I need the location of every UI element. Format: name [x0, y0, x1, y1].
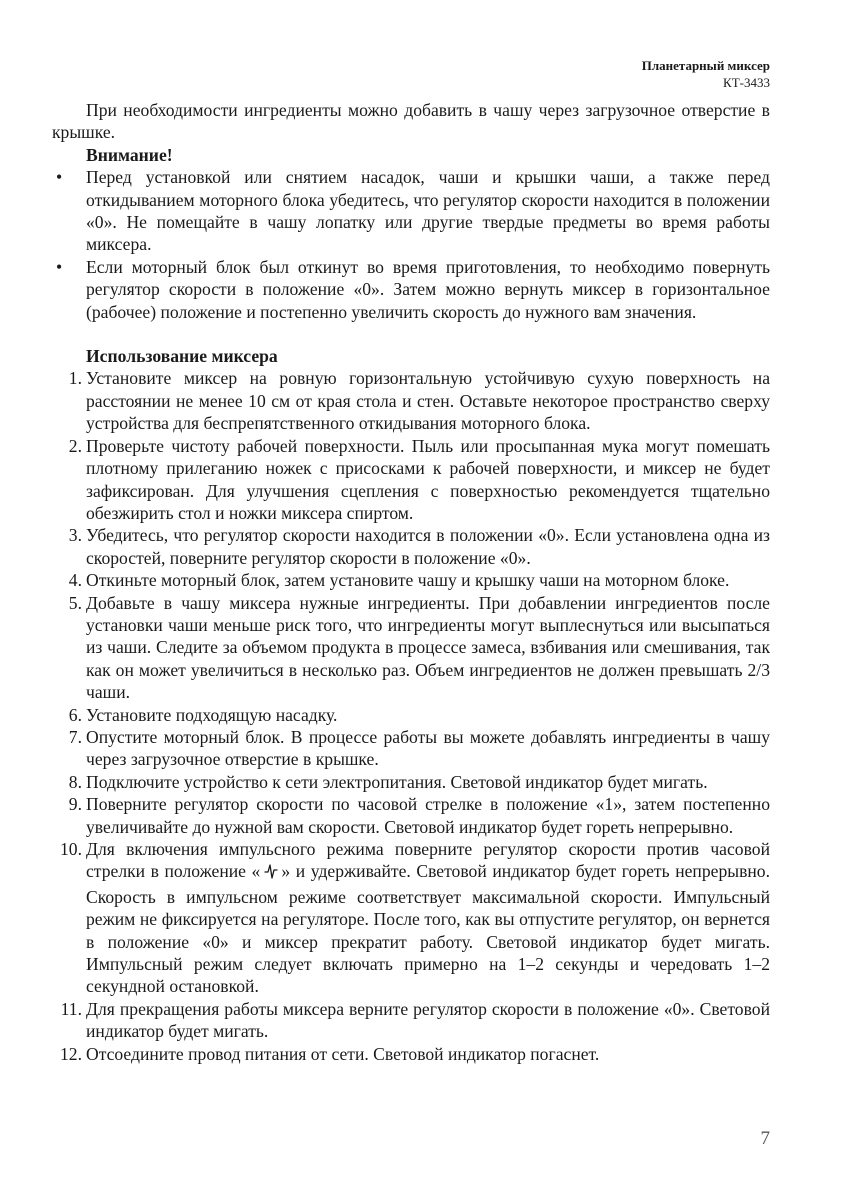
step-item — [52, 998, 770, 1043]
step-text: Убедитесь, что регулятор скорости находится в положении «0». Если установлена одна из скоростей, поверните регулятор скорости в положение «0». — [86, 525, 770, 568]
warning-item — [52, 256, 770, 323]
step-number: 5. — [68, 592, 82, 613]
step-text: Откиньте моторный блок, затем установите чашу и крышку чаши на моторном блоке. — [86, 570, 730, 591]
step-text: Добавьте в чашу миксера нужные ингредиенты. При добавлении ингредиентов после установки чаши меньше риск того, что ингредиенты могут выплеснуться или высыпаться из чаши. Следите за объемом продукта в процессе замеса, взбивания или смешивания, так как он может увеличиться в несколько раз. Объем ингредиентов не должен превышать 2/3 чаши. — [86, 592, 770, 703]
step-text-before: Для включения импульсного режима поверните регулятор скорости против часовой стрелки в положение « — [86, 839, 770, 882]
step-item — [52, 726, 770, 771]
step-item — [52, 524, 770, 569]
step-number: 10. — [60, 839, 82, 859]
usage-steps — [52, 367, 770, 1065]
step-item — [52, 435, 770, 525]
step-text: Для прекращения работы миксера верните регулятор скорости в положение «0». Световой индикатор будет мигать. — [86, 998, 770, 1042]
intro-paragraph: При необходимости ингредиенты можно добавить в чашу через загрузочное отверстие в крышке. — [52, 100, 770, 143]
pulse-icon — [264, 862, 278, 885]
step-item — [52, 838, 770, 998]
bullet-mark: • — [56, 167, 63, 188]
step-number: 11. — [60, 998, 82, 1019]
page-number: 7 — [760, 1128, 770, 1149]
step-number: 1. — [68, 368, 82, 389]
step-number: 6. — [68, 704, 82, 725]
step-text: Установите подходящую насадку. — [86, 704, 338, 725]
bullet-mark: • — [56, 256, 63, 277]
warning-item-text: Если моторный блок был откинут во время приготовления, то необходимо повернуть регулятор скорости в положение «0». Затем можно вернуть миксер в горизонтальное (рабочее) положение и постепенно увеличить скорость до нужного вам значения. — [86, 256, 770, 322]
warning-heading: Внимание! — [86, 144, 173, 165]
step-text: Установите миксер на ровную горизонтальную устойчивую сухую поверхность на расстоянии не менее 10 см от края стола и стен. Оставьте некоторое пространство сверху устройства для беспрепятственного откидывания моторного блока. — [86, 368, 770, 434]
warning-item — [52, 166, 770, 256]
step-number: 8. — [68, 771, 82, 792]
step-number: 2. — [68, 435, 82, 456]
section-heading: Использование миксера — [86, 346, 278, 367]
step-number: 7. — [68, 726, 82, 747]
step-text: Опустите моторный блок. В процессе работы вы можете добавлять ингредиенты в чашу через загрузочное отверстие в крышке. — [86, 726, 770, 770]
step-text: Проверьте чистоту рабочей поверхности. Пыль или просыпанная мука могут помешать плотному прилеганию ножек с присосками к рабочей поверхности, и миксер не будет зафиксирован. Для улучшения сцепления с поверхностью рекомендуется тщательно обезжирить стол и ножки миксера спиртом. — [86, 435, 770, 523]
step-text: Поверните регулятор скорости по часовой стрелке в положение «1», затем постепенно увеличивайте до нужной вам скорости. Световой индикатор будет гореть непрерывно. — [86, 794, 770, 837]
step-item — [52, 569, 770, 591]
step-item — [52, 367, 770, 434]
warning-list — [52, 166, 770, 323]
step-item — [52, 793, 770, 838]
warning-item-text: Перед установкой или снятием насадок, чаши и крышки чаши, а также перед откидыванием моторного блока убедитесь, что регулятор скорости находится в положении «0». Не помещайте в чашу лопатку или другие твердые предметы во время работы миксера. — [86, 167, 770, 255]
product-title: Планетарный миксер — [641, 58, 770, 73]
step-item — [52, 771, 770, 793]
product-model: КТ-3433 — [723, 75, 770, 90]
step-text: Отсоедините провод питания от сети. Световой индикатор погаснет. — [86, 1043, 600, 1064]
step-number: 3. — [68, 525, 82, 546]
step-number: 12. — [60, 1043, 82, 1064]
step-item — [52, 704, 770, 726]
step-text-after: » и удерживайте. Световой индикатор будет гореть непрерывно. Скорость в импульсном режиме соответствует максимальной скорости. Импульсный режим не фиксируется на регуляторе. После того, как вы отпустите регулятор, он вернется в положение «0» и миксер прекратит работу. Световой индикатор будет мигать. Импульсный режим следует включать примерно на 1–2 секунды и чередовать 1–2 секундной остановкой. — [86, 861, 770, 997]
step-number: 4. — [68, 570, 82, 591]
step-item — [52, 1043, 770, 1065]
page-content — [52, 99, 770, 1065]
step-number: 9. — [68, 794, 82, 815]
page-header — [642, 57, 770, 91]
step-item — [52, 592, 770, 704]
step-text: Подключите устройство к сети электропитания. Световой индикатор будет мигать. — [86, 771, 708, 792]
